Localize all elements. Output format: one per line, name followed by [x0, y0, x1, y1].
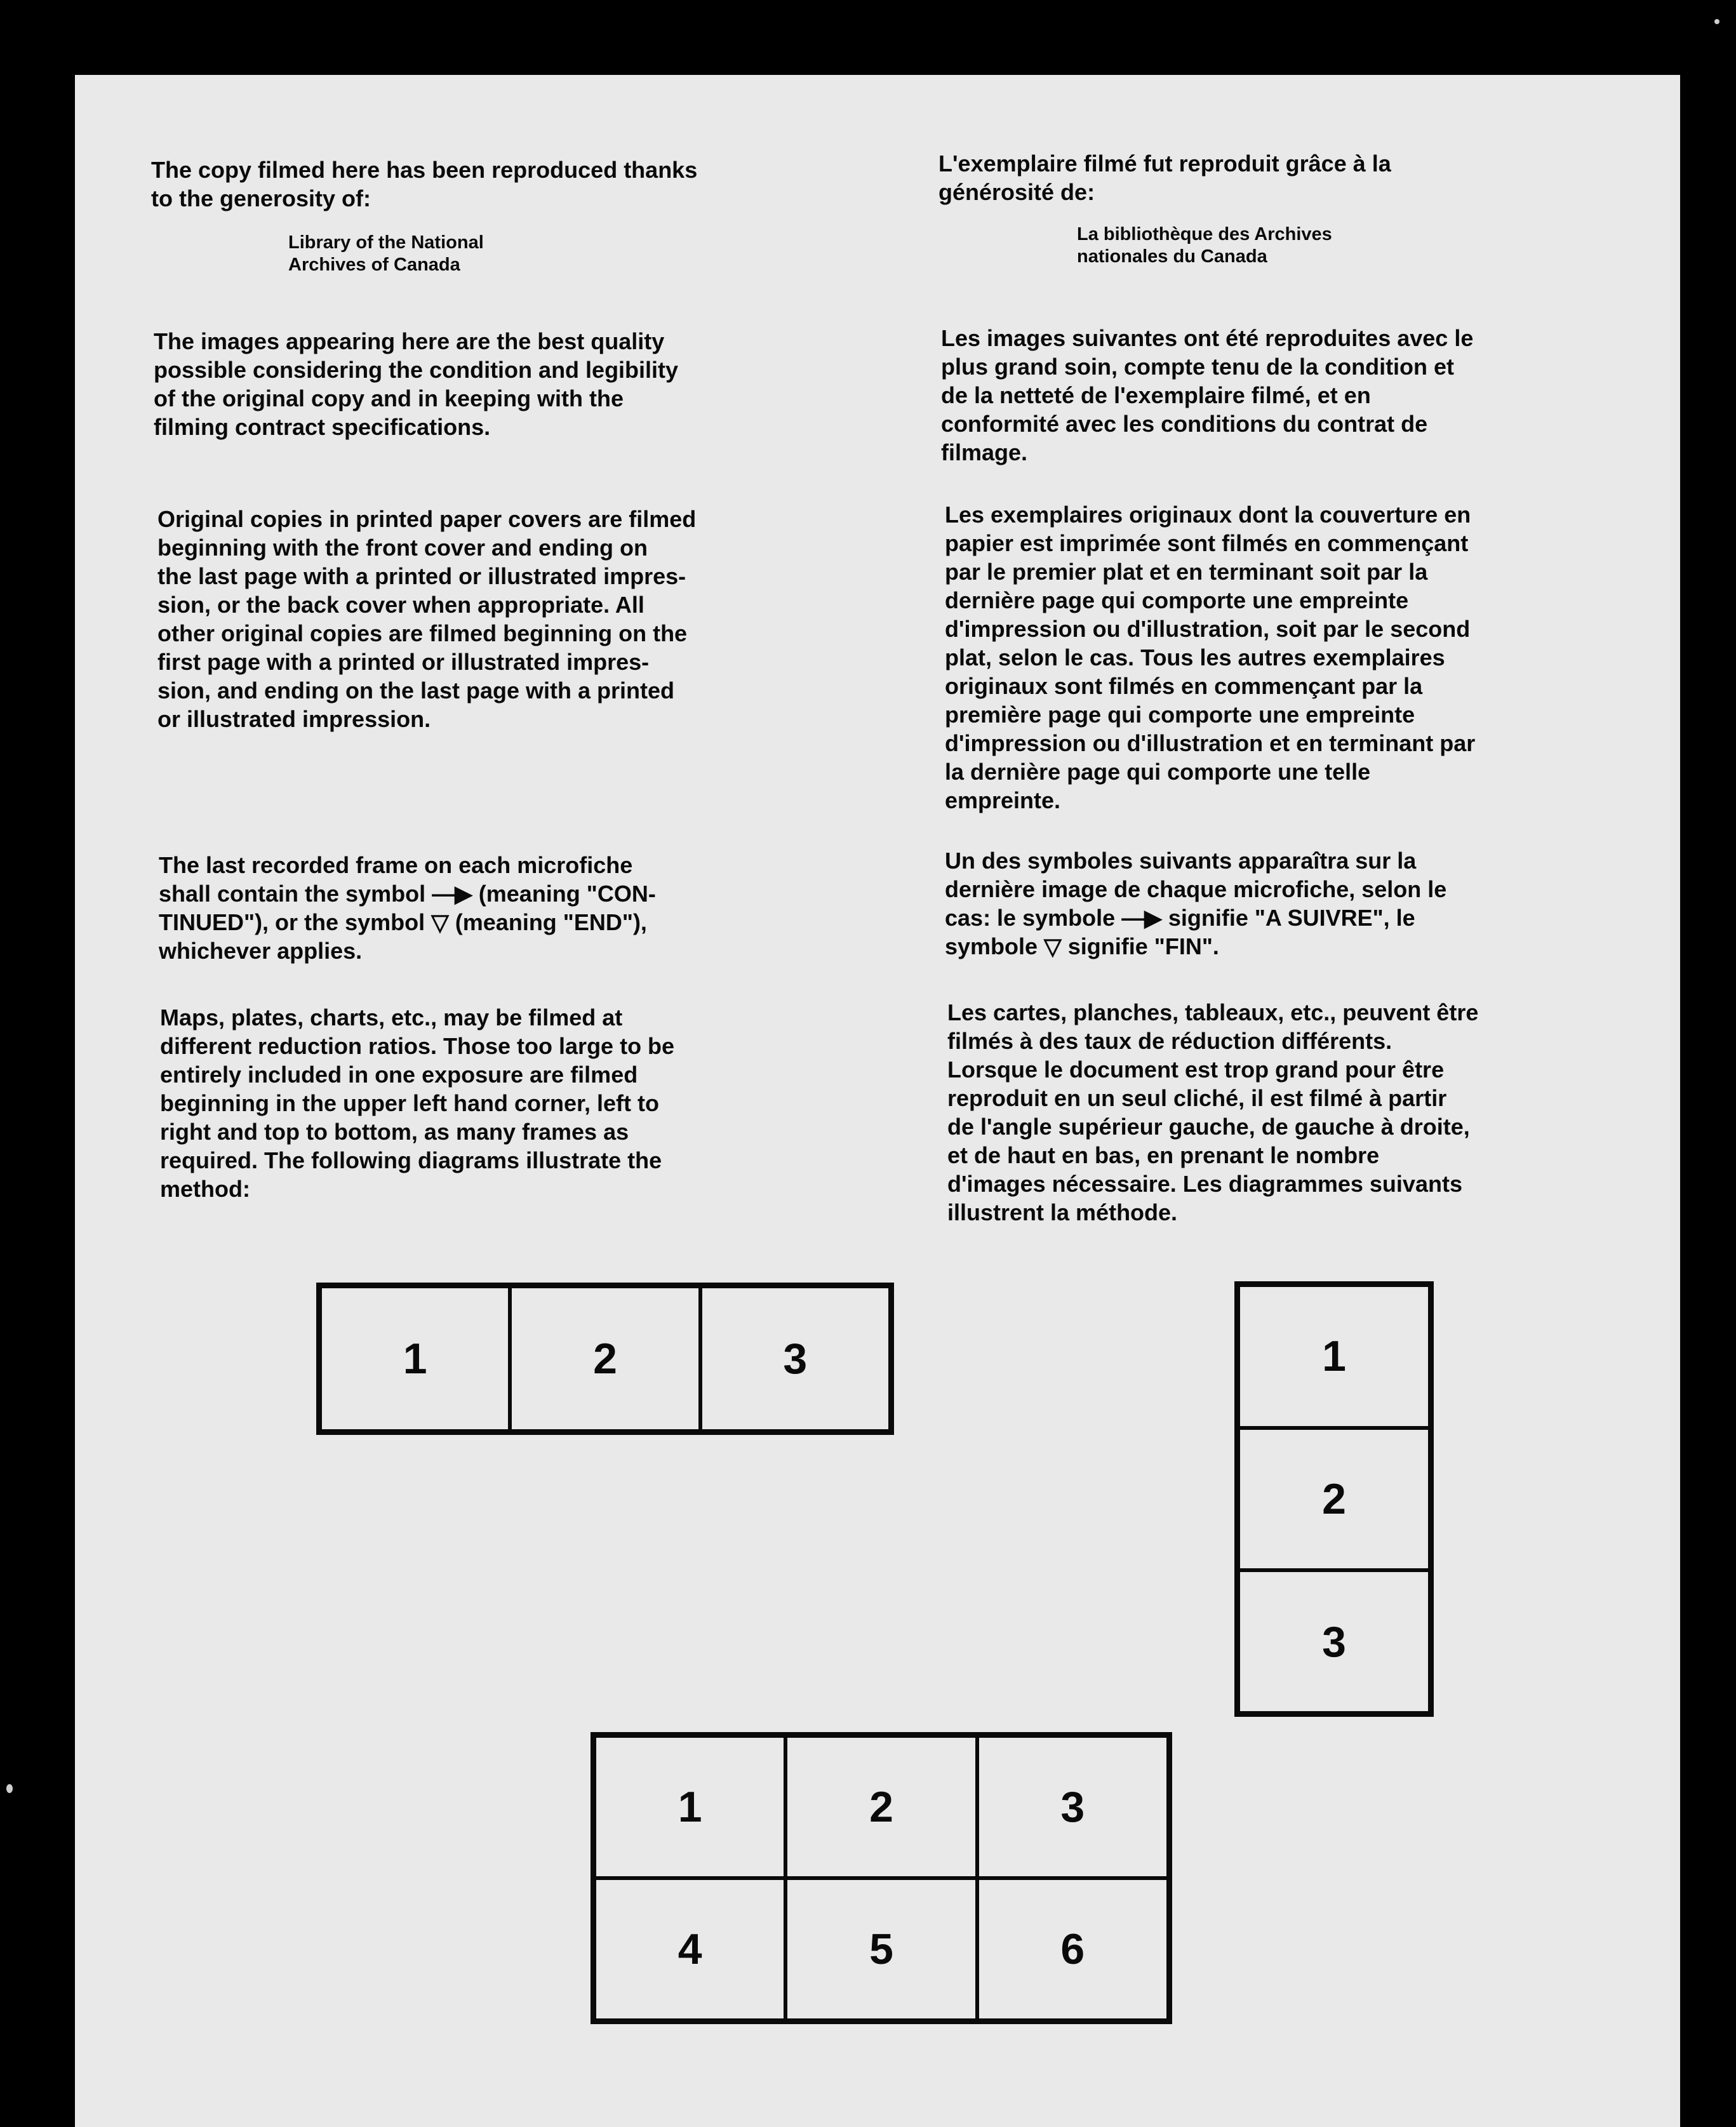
- left-maps-paragraph: Maps, plates, charts, etc., may be filmed at different reduction ratios. Those too large to be entirely included in one exposure are filmed beginning in the upper left hand corner, left to right and top to bottom, as many frames as required. The following diagrams illustrate the method:: [160, 1004, 675, 1202]
- frame-cell: 3: [700, 1286, 890, 1431]
- grid-frame-diagram: [591, 1732, 1172, 2024]
- left-originals-paragraph: Original copies in printed paper covers are filmed beginning with the front cover and ending on the last page with a printed or illustrated impres- sion, or the back cover when appropriate. All other original copies are filmed beginning on the first page with a printed or illustrated impres- sion, and ending on the last page with a printed or illustrated impression.: [157, 506, 697, 732]
- left-quality-paragraph: The images appearing here are the best quality possible considering the condition and legibility of the original copy and in keeping with the filming contract specifications.: [154, 328, 679, 440]
- right-quality-paragraph: Les images suivantes ont été reproduites avec le plus grand soin, compte tenu de la condition et de la netteté de l'exemplaire filmé, et en conformité avec les conditions du contrat de filmage.: [941, 325, 1474, 465]
- frame-cell: 1: [320, 1286, 510, 1431]
- frame-cell: 6: [977, 1878, 1168, 2020]
- left-intro: The copy filmed here has been reproduced thanks to the generosity of:: [151, 157, 698, 211]
- scan-speck: [6, 1784, 13, 1793]
- scan-speck: [1714, 19, 1719, 24]
- right-intro: L'exemplaire filmé fut reproduit grâce à la générosité de:: [938, 150, 1391, 205]
- left-symbols-paragraph: The last recorded frame on each microfiche shall contain the symbol —▶ (meaning "CON- TINUED"), or the symbol ▽ (meaning "END"), whichever applies.: [159, 852, 656, 964]
- frame-cell: 2: [1238, 1428, 1430, 1571]
- frame-cell: 3: [1238, 1570, 1430, 1713]
- frame-cell: 2: [785, 1736, 977, 1878]
- horizontal-frame-diagram: [316, 1283, 894, 1435]
- frame-cell: 4: [594, 1878, 785, 2020]
- right-maps-paragraph: Les cartes, planches, tableaux, etc., peuvent être filmés à des taux de réduction différents. Lorsque le document est trop grand pour être reproduit en un seul cliché, il est filmé à partir de l'angle supérieur gauche, de gauche à droite, et de haut en bas, en prenant le nombre d'images nécessaire. Les diagrammes suivants illustrent la méthode.: [947, 999, 1479, 1225]
- left-institution: Library of the National Archives of Canada: [288, 232, 484, 275]
- right-symbols-paragraph: Un des symboles suivants apparaîtra sur la dernière image de chaque microfiche, selon le cas: le symbole —▶ signifie "A SUIVRE", le symbole ▽ signifie "FIN".: [945, 848, 1447, 959]
- frame-cell: 1: [1238, 1285, 1430, 1428]
- frame-cell: 1: [594, 1736, 785, 1878]
- frame-cell: 5: [785, 1878, 977, 2020]
- right-institution: La bibliothèque des Archives nationales du Canada: [1077, 224, 1332, 267]
- right-originals-paragraph: Les exemplaires originaux dont la couverture en papier est imprimée sont filmés en commençant par le premier plat et en terminant soit par la dernière page qui comporte une empreinte d'impression ou d'illustration, soit par le second plat, selon le cas. Tous les autres exemplaires originaux sont filmés en commençant par la première page qui comporte une empreinte d'impression ou d'illustration et en terminant par la dernière page qui comporte une telle empreinte.: [945, 502, 1476, 813]
- frame-cell: 2: [510, 1286, 700, 1431]
- vertical-frame-diagram: [1234, 1281, 1434, 1717]
- frame-cell: 3: [977, 1736, 1168, 1878]
